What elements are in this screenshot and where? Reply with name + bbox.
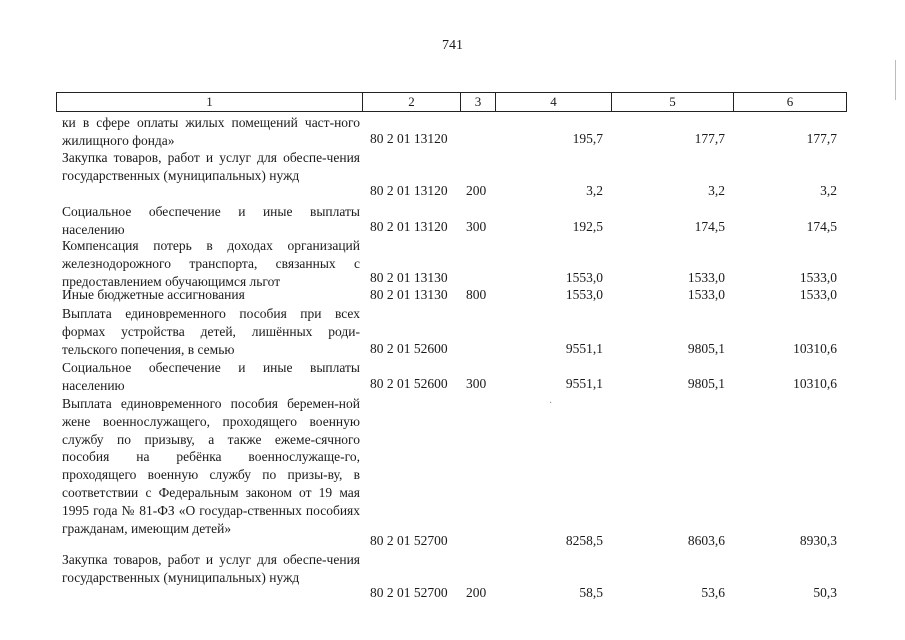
row-description: Иные бюджетные ассигнования [62,287,245,302]
row-code: 80 2 01 52600 [370,341,448,356]
row-value-col4: 8258,5 [565,533,603,548]
header-col-3: 3 [461,93,496,111]
row-value-col6: 1533,0 [799,287,837,302]
row-code: 80 2 01 13120 [370,131,448,146]
header-col-2: 2 [363,93,461,111]
row-code: 80 2 01 13130 [370,270,448,285]
row-value-col5: 9805,1 [687,376,725,391]
row-value-col5: 9805,1 [687,341,725,356]
row-code: 80 2 01 52700 [370,533,448,548]
row-description: Выплата единовременного пособия при всех формах устройства детей, лишённых роди-тельского попечения, в семью [62,306,360,357]
row-kind: 200 [466,183,487,198]
table-row [0,305,905,359]
scan-edge-mark [895,60,896,100]
row-description: ки в сфере оплаты жилых помещений част-ного жилищного фонда» [62,115,360,148]
row-code: 80 2 01 13120 [370,183,448,198]
row-description: Закупка товаров, работ и услуг для обеспе-чения государственных (муниципальных) нужд [62,552,360,585]
table-row [0,359,905,395]
row-value-col6: 3,2 [820,183,837,198]
header-col-4: 4 [496,93,612,111]
row-kind: 300 [466,376,487,391]
row-value-col4: 192,5 [572,219,603,234]
row-description: Социальное обеспечение и иные выплаты населению [62,360,360,393]
row-value-col5: 8603,6 [687,533,725,548]
row-description: Выплата единовременного пособия беремен-ной жене военнослужащего, проходящего военную службу по призыву, а также ежеме-сячного пособия на ребёнка военнослужаще-го, проходящего военную службу по призы-ву, в соответствии с Федеральным законом от 19 мая 1995 года № 81-ФЗ «О государ-ственных пособиях гражданам, имеющим детей» [62,396,360,536]
row-value-col4: 9551,1 [565,376,603,391]
page-number: 741 [442,38,463,53]
row-description: Компенсация потерь в доходах организаций железнодорожного транспорта, связанных с предоставлением обучающимся льгот [62,238,360,289]
row-value-col5: 1533,0 [687,287,725,302]
row-value-col4: 58,5 [579,585,603,600]
row-value-col5: 3,2 [708,183,725,198]
table-row [0,114,905,150]
row-value-col6: 1533,0 [799,270,837,285]
table-row [0,149,905,203]
row-code: 80 2 01 13120 [370,219,448,234]
row-description: Социальное обеспечение и иные выплаты населению [62,204,360,237]
row-code: 80 2 01 52600 [370,376,448,391]
scan-speck: · [549,398,553,409]
row-code: 80 2 01 13130 [370,287,448,302]
row-value-col4: 1553,0 [565,270,603,285]
row-value-col5: 53,6 [701,585,725,600]
row-value-col6: 50,3 [813,585,837,600]
table-row [0,203,905,239]
row-kind: 800 [466,287,487,302]
table-row [0,395,905,555]
row-value-col6: 10310,6 [793,376,837,391]
header-col-5: 5 [612,93,734,111]
row-value-col4: 1553,0 [565,287,603,302]
row-value-col6: 177,7 [806,131,837,146]
header-col-1: 1 [57,93,363,111]
row-value-col5: 174,5 [694,219,725,234]
row-value-col6: 174,5 [806,219,837,234]
row-value-col5: 177,7 [694,131,725,146]
table-row [0,286,905,304]
row-code: 80 2 01 52700 [370,585,448,600]
table-row [0,551,905,605]
row-value-col6: 8930,3 [799,533,837,548]
row-description: Закупка товаров, работ и услуг для обеспе-чения государственных (муниципальных) нужд [62,150,360,183]
row-value-col4: 195,7 [572,131,603,146]
table-row [0,237,905,291]
row-kind: 200 [466,585,487,600]
row-kind: 300 [466,219,487,234]
header-col-6: 6 [786,94,794,109]
row-value-col4: 3,2 [586,183,603,198]
table-header [56,92,847,112]
row-value-col4: 9551,1 [565,341,603,356]
row-value-col6: 10310,6 [793,341,837,356]
row-value-col5: 1533,0 [687,270,725,285]
